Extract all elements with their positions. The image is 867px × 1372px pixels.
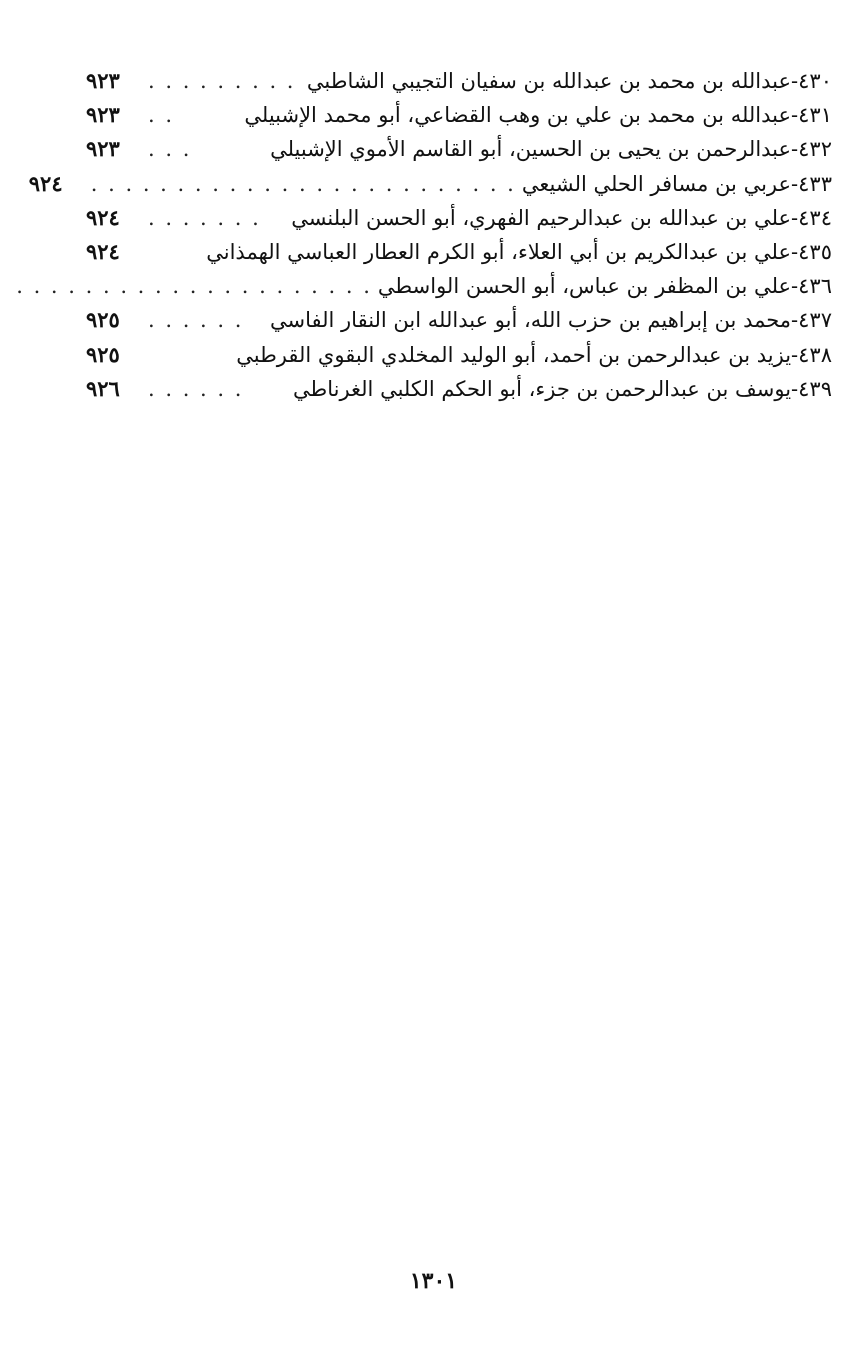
entry-page: ٩٢٥ — [86, 307, 120, 333]
entry-page — [0, 269, 10, 303]
entry-title: علي بن عبدالكريم بن أبي العلاء، أبو الكرم العطار العباسي الهمذاني — [206, 239, 792, 264]
dot-leader: . . . — [148, 137, 192, 162]
entry-page: ٩٢٤ — [28, 170, 63, 196]
entry-page: ٩٢٣ — [86, 102, 120, 128]
entry-title: يوسف بن عبدالرحمن بن جزء، أبو الحكم الكلبي الغرناطي — [292, 376, 792, 401]
entry-title: عبدالله بن محمد بن عبدالله بن سفيان التجيبي الشاطبي — [306, 69, 792, 93]
entry-number: ٤٣٥- — [791, 239, 832, 264]
entry-title: عربي بن مسافر الحلي الشيعي — [521, 171, 792, 196]
entry-number: ٤٣٧- — [791, 308, 832, 333]
entry-title: عبدالرحمن بن يحيى بن الحسين، أبو القاسم الأموي الإشبيلي — [270, 137, 792, 162]
entry-number: ٤٣٦- — [791, 274, 832, 299]
toc-entry — [86, 235, 832, 269]
entry-number: ٤٣٨- — [791, 342, 832, 367]
dot-leader: . . . . . . . — [148, 205, 261, 230]
entry-title: محمد بن إبراهيم بن حزب الله، أبو عبدالله ابن النقار الفاسي — [270, 308, 792, 333]
table-of-contents — [16, 64, 832, 406]
toc-entry — [28, 167, 832, 201]
entry-number: ٤٣٩- — [791, 376, 832, 401]
entry-page: ٩٢٤ — [86, 204, 120, 230]
entry-title: يزيد بن عبدالرحمن بن أحمد، أبو الوليد المخلدي البقوي القرطبي — [236, 342, 792, 367]
dot-leader: . . — [148, 103, 175, 128]
entry-number: ٤٣٠- — [791, 69, 832, 93]
entry-title: علي بن المظفر بن عباس، أبو الحسن الواسطي — [377, 274, 792, 299]
page-number: ١٣٠١ — [409, 1268, 458, 1294]
entry-page: ٩٢٤ — [86, 238, 120, 264]
toc-entry — [86, 98, 832, 132]
entry-title: علي بن عبدالله بن عبدالرحيم الفهري، أبو الحسن البلنسي — [291, 205, 792, 230]
dot-leader: . . . . . . . . . . . . . . . . . . . . . — [16, 274, 372, 299]
entry-number: ٤٣١- — [791, 103, 832, 128]
entry-number: ٤٣٢- — [791, 137, 832, 162]
toc-entry — [86, 201, 832, 235]
entry-title: عبدالله بن محمد بن علي بن وهب القضاعي، أبو محمد الإشبيلي — [244, 103, 792, 128]
entry-page: ٩٢٣ — [86, 136, 120, 162]
dot-leader: . . . . . . . . . — [148, 69, 296, 93]
entry-number: ٤٣٤- — [791, 205, 832, 230]
toc-entry — [86, 372, 832, 406]
toc-entry — [86, 64, 832, 98]
entry-page: ٩٢٥ — [86, 341, 120, 367]
dot-leader: . . . . . . — [148, 376, 244, 401]
toc-entry — [86, 338, 832, 372]
toc-entry — [16, 269, 832, 303]
dot-leader: . . . . . . . . . . . . . . . . . . . . . . . . . — [90, 171, 516, 196]
entry-page: ٩٢٣ — [86, 68, 120, 93]
entry-number: ٤٣٣- — [791, 171, 832, 196]
toc-entry — [86, 303, 832, 337]
dot-leader: . . . . . . — [148, 308, 244, 333]
entry-page: ٩٢٦ — [86, 375, 120, 401]
toc-entry — [86, 132, 832, 166]
